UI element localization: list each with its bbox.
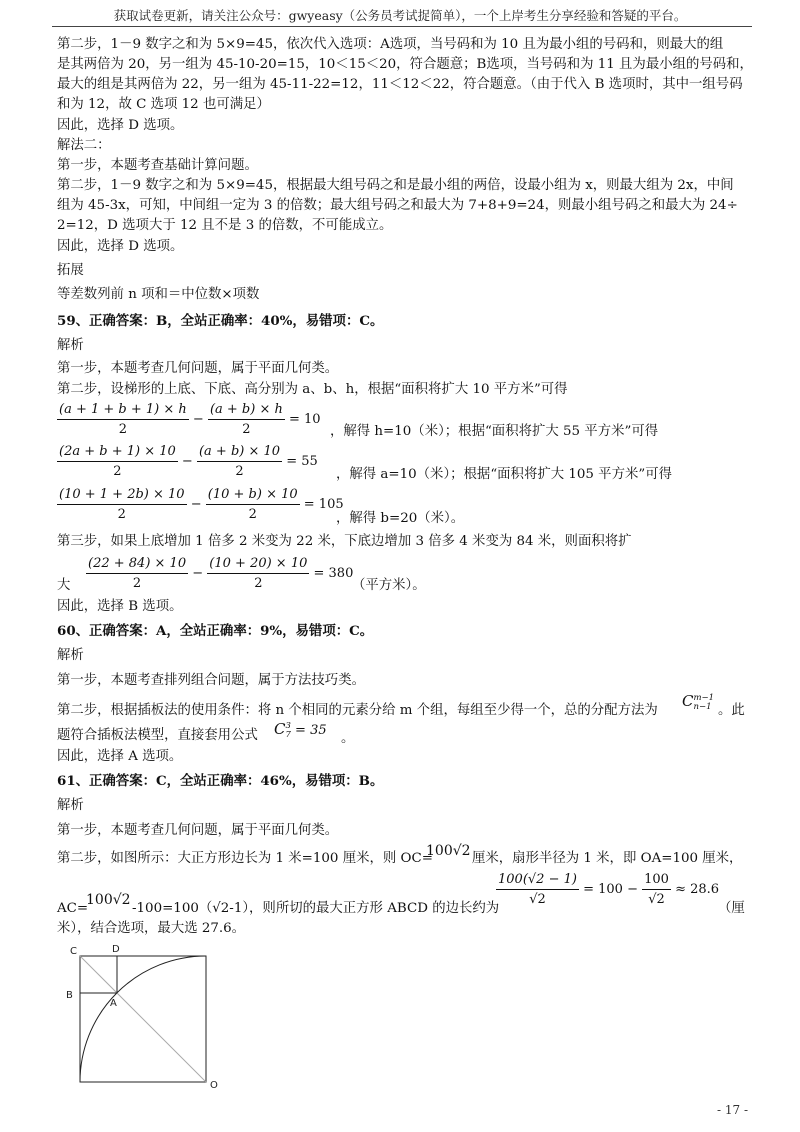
text-line: 第一步，本题考查排列组合问题，属于方法技巧类。 bbox=[57, 673, 365, 688]
text-line: 大 bbox=[57, 578, 71, 593]
text-line: AC= bbox=[57, 901, 89, 916]
text-line: 因此，选择 A 选项。 bbox=[57, 749, 183, 764]
answer-heading-61: 61、正确答案：C，全站正确率：46%，易错项：B。 bbox=[57, 773, 384, 789]
page-number: - 17 - bbox=[716, 1103, 748, 1117]
text-line: 解法二： bbox=[57, 138, 111, 153]
text-line: 是其两倍为 20，另一组为 45-10-20=15，10＜15＜20，符合题意；B选项，当号码和为 11 且为最小组的号码和， bbox=[57, 57, 753, 72]
answer-heading-59: 59、正确答案：B，全站正确率：40%，易错项：C。 bbox=[57, 313, 384, 329]
formula-3: $\frac{(10 + 1 + 2b) \times 10}{2}$ − $\frac{(10 + b) \times 10}{2}$ = 105 bbox=[59, 487, 344, 522]
text-line: 。此 bbox=[718, 703, 745, 718]
header-rule bbox=[52, 26, 752, 27]
text-line: 2=12，D 选项大于 12 且不是 3 的倍数，不可能成立。 bbox=[57, 218, 393, 233]
label-b: B bbox=[66, 990, 73, 1001]
text-line: 第二步，根据插板法的使用条件：将 n 个相同的元素分给 m 个组，每组至少得一个，总的分配方法为 bbox=[57, 703, 658, 718]
answer-heading-60: 60、正确答案：A，全站正确率：9%，易错项：C。 bbox=[57, 623, 374, 639]
text-line: 米），结合选项，最大选 27.6。 bbox=[57, 921, 246, 936]
text-line: 题符合插板法模型，直接套用公式 bbox=[57, 728, 258, 743]
section-heading: 解析 bbox=[57, 648, 84, 663]
text-line: 因此，选择 D 选项。 bbox=[57, 118, 184, 133]
text-line: 第一步，本题考查几何问题，属于平面几何类。 bbox=[57, 823, 339, 838]
text-line: （平方米）。 bbox=[352, 578, 426, 593]
text-line: 第二步，设梯形的上底、下底、高分别为 a、b、h，根据“面积将扩大 10 平方米”可得 bbox=[57, 382, 568, 397]
text-line: -100=100（√2-1），则所切的最大正方形 ABCD 的边长约为 bbox=[132, 901, 500, 916]
formula-comb-1: C m−1 n−1 bbox=[682, 692, 715, 712]
section-heading: 拓展 bbox=[57, 263, 84, 278]
label-o: O bbox=[210, 1080, 218, 1090]
text-line: 和为 12，故 C 选项 12 也可满足） bbox=[57, 97, 270, 112]
text-line: ，解得 b=20（米）。 bbox=[336, 511, 465, 526]
text-line: 第三步，如果上底增加 1 倍多 2 米变为 22 米，下底边增加 3 倍多 4 米变为 84 米，则面积将扩 bbox=[57, 534, 632, 549]
label-a: A bbox=[110, 998, 117, 1009]
section-heading: 解析 bbox=[57, 338, 84, 353]
text-line: 等差数列前 n 项和＝中位数×项数 bbox=[57, 287, 260, 302]
section-heading: 解析 bbox=[57, 798, 84, 813]
text-line: 厘米，扇形半径为 1 米，即 OA=100 厘米， bbox=[472, 851, 743, 866]
text-line: 第二步，1－9 数字之和为 5×9=45，依次代入选项：A选项，当号码和为 10 且为最小组的号码和，则最大的组 bbox=[57, 37, 724, 52]
text-line: ，解得 a=10（米）；根据“面积将扩大 105 平方米”可得 bbox=[336, 467, 672, 482]
label-d: D bbox=[112, 944, 120, 955]
page-header: 获取试卷更新，请关注公众号：gwyeasy（公务员考试捉简单），一个上岸考生分享经验和答疑的平台。 bbox=[113, 8, 687, 23]
formula-2: $\frac{(2a + b + 1) \times 10}{2}$ − $\frac{(a + b) \times 10}{2}$ = 55 bbox=[59, 444, 318, 479]
formula-4: $\frac{(22 + 84) \times 10}{2}$ − $\frac{(10 + 20) \times 10}{2}$ = 380 bbox=[88, 556, 354, 591]
text-line: 因此，选择 D 选项。 bbox=[57, 239, 184, 254]
text-line: 组为 45-3x，可知，中间组一定为 3 的倍数；最大组号码之和最大为 7+8+9=24，则最小组号码之和最大为 24÷ bbox=[57, 198, 738, 213]
text-line: ，解得 h=10（米）；根据“面积将扩大 55 平方米”可得 bbox=[330, 424, 659, 439]
geometry-figure bbox=[60, 940, 220, 1090]
formula-comb-2: C 3 7 = 35 bbox=[274, 720, 327, 740]
diagonal-oc bbox=[80, 956, 206, 1082]
text-line: （厘 bbox=[718, 901, 745, 916]
text-line: 第二步，如图所示：大正方形边长为 1 米=100 厘米，则 OC= bbox=[57, 851, 433, 866]
formula-1: $\frac{(a + 1 + b + 1) \times h}{2}$ − $\frac{(a + b) \times h}{2}$ = 10 bbox=[59, 402, 321, 437]
formula-5: $\frac{100(√2 - 1)}{√2}$ = 100 − $\frac{100}{√2}$ ≈ 28.6 bbox=[498, 872, 720, 907]
text-line: 第二步，1－9 数字之和为 5×9=45，根据最大组号码之和是最小组的两倍，设最小组为 x，则最大组为 2x，中间 bbox=[57, 178, 734, 193]
text-line: 因此，选择 B 选项。 bbox=[57, 599, 183, 614]
text-line: 第一步，本题考查几何问题，属于平面几何类。 bbox=[57, 361, 339, 376]
formula-ac: 100√2 bbox=[86, 892, 131, 908]
label-c: C bbox=[70, 946, 77, 957]
text-line: 。 bbox=[341, 731, 355, 746]
text-line: 第一步，本题考查基础计算问题。 bbox=[57, 158, 258, 173]
text-line: 最大的组是其两倍为 22，另一组为 45-11-22=12，11＜12＜22，符合题意。（由于代入 B 选项时，其中一组号码 bbox=[57, 77, 743, 92]
formula-oc: 100√2 bbox=[426, 843, 471, 859]
